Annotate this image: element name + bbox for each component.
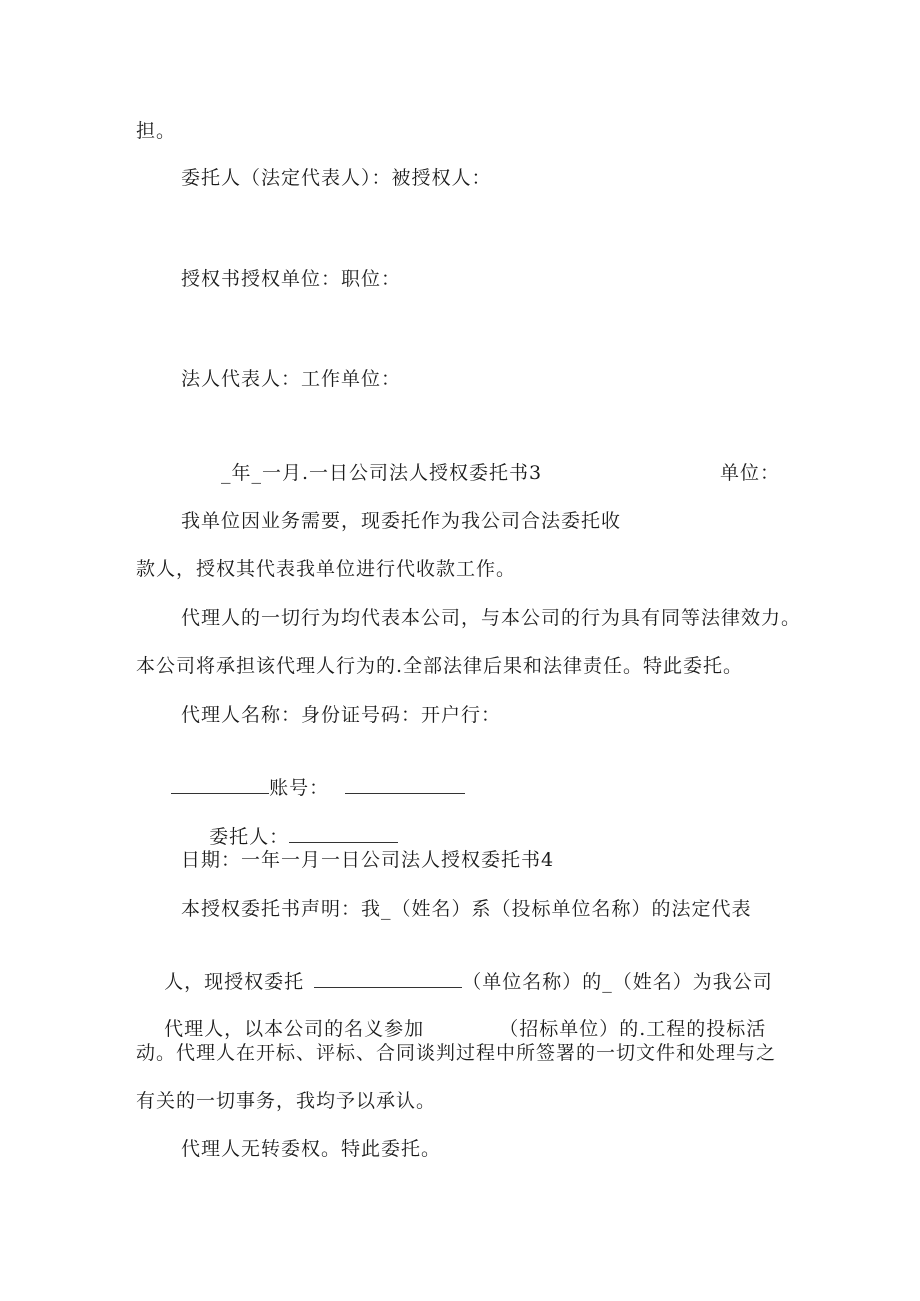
paragraph-line: 动。代理人在开标、评标、合同谈判过程中所签署的一切文件和处理与之 [136, 1042, 777, 1064]
account-label: 账号： [269, 777, 330, 799]
paragraph-line: 代理人无转委权。特此委托。 [181, 1138, 442, 1160]
blank-field [314, 969, 462, 988]
paragraph-line: 本授权委托书声明：我_（姓名）系（投标单位名称）的法定代表 [181, 898, 752, 920]
text-segment: （招标单位）的.工程的投标活 [499, 1018, 767, 1040]
blank-field [171, 775, 269, 794]
unit-label: 单位： [720, 462, 781, 484]
principal-label: 委托人： [209, 826, 290, 848]
paragraph-line: 代理人名称：身份证号码：开户行： [181, 704, 502, 726]
paragraph-line: 担。 [136, 120, 177, 142]
blank-field [345, 775, 465, 794]
text-segment: 代理人，以本公司的名义参加 [164, 1018, 425, 1040]
section-heading: _年_一月.一日公司法人授权委托书3 [221, 462, 543, 484]
text-segment: （单位名称）的_（姓名）为我公司 [462, 971, 773, 993]
text-segment: 人，现授权委托 [164, 971, 305, 993]
paragraph-line: 有关的一切事务，我均予以承认。 [136, 1090, 437, 1112]
paragraph-line: 代理人的一切行为均代表本公司，与本公司的行为具有同等法律效力。 [181, 607, 802, 629]
paragraph-line: 我单位因业务需要，现委托作为我公司合法委托收 [181, 510, 622, 532]
paragraph-line: 款人，授权其代表我单位进行代收款工作。 [136, 558, 517, 580]
paragraph-line: 委托人（法定代表人）：被授权人： [181, 167, 492, 189]
paragraph-line: 授权书授权单位：职位： [181, 268, 402, 290]
paragraph-line: 法人代表人：工作单位： [181, 368, 402, 390]
blank-field [289, 824, 398, 843]
paragraph-line: 本公司将承担该代理人行为的.全部法律后果和法律责任。特此委托。 [136, 655, 744, 677]
section-heading: 日期：一年一月一日公司法人授权委托书4 [181, 849, 555, 871]
